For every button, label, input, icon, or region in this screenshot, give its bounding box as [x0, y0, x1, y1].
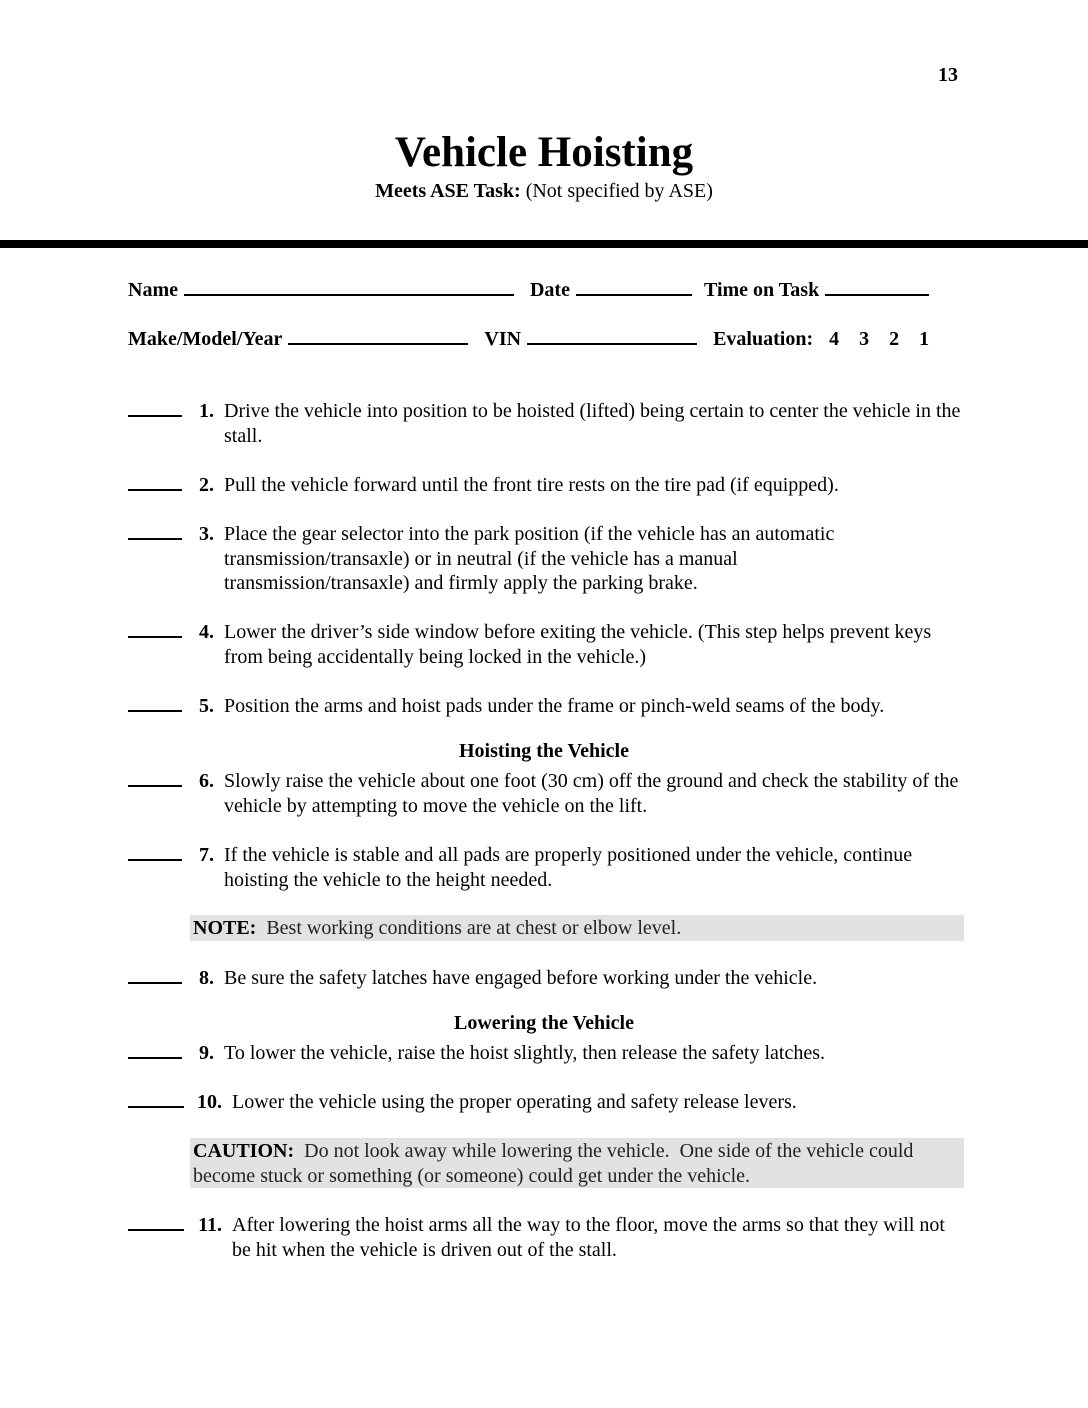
- info-row-2: [128, 327, 929, 351]
- caution-text: Do not look away while lowering the vehicle. One side of the vehicle could become stuck or something (or someone) could get under the vehicle.: [193, 1140, 919, 1187]
- step-number: 11.: [198, 1214, 222, 1236]
- step-3: [128, 522, 968, 596]
- page-number: 13: [938, 64, 958, 86]
- step-number: 10.: [197, 1091, 222, 1113]
- evaluation-label: Evaluation:: [713, 328, 814, 350]
- step-number: 8.: [199, 967, 214, 989]
- step-check-blank[interactable]: [128, 473, 182, 491]
- step-check-blank[interactable]: [128, 694, 182, 712]
- time-on-task-field[interactable]: [825, 278, 929, 296]
- info-row-1: [128, 278, 937, 302]
- date-label: Date: [529, 279, 570, 301]
- step-check-blank[interactable]: [128, 1090, 184, 1108]
- vin-label: VIN: [484, 328, 522, 350]
- step-11: [128, 1213, 968, 1262]
- step-check-blank[interactable]: [128, 966, 182, 984]
- step-text: After lowering the hoist arms all the way to the floor, move the arms so that they will not be hit when the vehicle is driven out of the stall.: [232, 1214, 945, 1261]
- step-6: [128, 769, 968, 818]
- note-text: Best working conditions are at chest or elbow level.: [256, 917, 682, 939]
- section-heading-hoisting: Hoisting the Vehicle: [458, 740, 629, 762]
- step-10: [128, 1090, 968, 1115]
- step-check-blank[interactable]: [128, 522, 182, 540]
- time-on-task-label: Time on Task: [703, 279, 820, 301]
- evaluation-option-4[interactable]: 4: [829, 328, 840, 350]
- note-box: [190, 915, 964, 941]
- step-check-blank[interactable]: [128, 769, 182, 787]
- step-8: [128, 966, 968, 991]
- name-field[interactable]: [184, 278, 514, 296]
- step-7: [128, 843, 968, 892]
- step-4: [128, 620, 968, 669]
- step-number: 6.: [199, 770, 214, 792]
- caution-box: [190, 1138, 964, 1188]
- step-text: Lower the driver’s side window before exiting the vehicle. (This step helps prevent keys from being accidentally being locked in the vehicle.): [224, 621, 932, 668]
- step-check-blank[interactable]: [128, 1213, 184, 1231]
- step-number: 1.: [199, 400, 214, 422]
- step-number: 3.: [199, 523, 214, 545]
- vin-field[interactable]: [527, 327, 697, 345]
- caution-label: CAUTION:: [193, 1140, 295, 1162]
- step-2: [128, 473, 968, 498]
- step-text: Slowly raise the vehicle about one foot (30 cm) off the ground and check the stability of the vehicle by attempting to move the vehicle on the lift.: [224, 770, 959, 817]
- step-check-blank[interactable]: [128, 620, 182, 638]
- page-title: Vehicle Hoisting: [394, 129, 694, 176]
- evaluation-option-1[interactable]: 1: [919, 328, 930, 350]
- ase-task-label: Meets ASE Task:: [375, 180, 521, 202]
- step-text: To lower the vehicle, raise the hoist slightly, then release the safety latches.: [224, 1042, 825, 1064]
- section-heading-lowering: Lowering the Vehicle: [454, 1012, 634, 1034]
- step-number: 5.: [199, 695, 214, 717]
- note-label: NOTE:: [193, 917, 257, 939]
- step-check-blank[interactable]: [128, 1041, 182, 1059]
- step-5: [128, 694, 968, 719]
- step-1: [128, 399, 968, 448]
- step-number: 4.: [199, 621, 214, 643]
- name-label: Name: [128, 279, 178, 301]
- step-text: Position the arms and hoist pads under the frame or pinch-weld seams of the body.: [224, 695, 885, 717]
- step-text: Drive the vehicle into position to be hoisted (lifted) being certain to center the vehicle in the stall.: [224, 400, 961, 447]
- step-check-blank[interactable]: [128, 843, 182, 861]
- evaluation-option-2[interactable]: 2: [889, 328, 900, 350]
- ase-task-subtitle: [0, 180, 1088, 203]
- make-model-year-label: Make/Model/Year: [128, 328, 283, 350]
- step-text: If the vehicle is stable and all pads are properly positioned under the vehicle, continue hoisting the vehicle to the height needed.: [224, 844, 913, 891]
- date-field[interactable]: [576, 278, 692, 296]
- step-number: 7.: [199, 844, 214, 866]
- step-number: 9.: [199, 1042, 214, 1064]
- step-number: 2.: [199, 474, 214, 496]
- step-text: Place the gear selector into the park position (if the vehicle has an automatic transmission/transaxle) or in neutral (if the vehicle has a manual transmission/transaxle) and firmly apply the parking brake.: [224, 523, 835, 594]
- evaluation-option-3[interactable]: 3: [859, 328, 870, 350]
- step-9: [128, 1041, 968, 1066]
- header-divider: [0, 240, 1088, 248]
- step-text: Lower the vehicle using the proper operating and safety release levers.: [232, 1091, 797, 1113]
- step-text: Pull the vehicle forward until the front tire rests on the tire pad (if equipped).: [224, 474, 839, 496]
- step-text: Be sure the safety latches have engaged before working under the vehicle.: [224, 967, 818, 989]
- ase-task-value: (Not specified by ASE): [520, 180, 713, 202]
- make-model-year-field[interactable]: [288, 327, 468, 345]
- step-check-blank[interactable]: [128, 399, 182, 417]
